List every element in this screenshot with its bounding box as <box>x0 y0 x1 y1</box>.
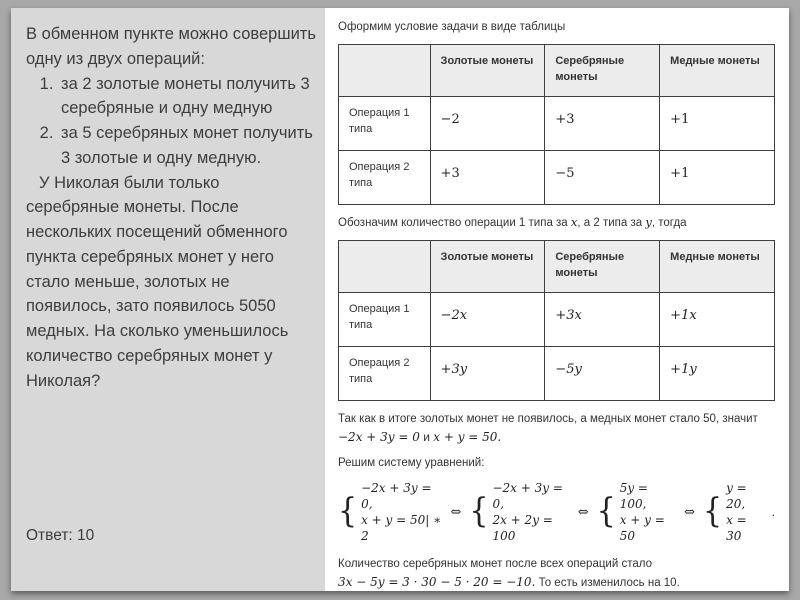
iff-arrow-icon: ⇔ <box>577 504 589 520</box>
equation-system-4 <box>703 480 764 545</box>
brace-icon: { <box>702 492 723 532</box>
answer-text: Ответ: 10 <box>26 526 95 544</box>
caption2-text: , тогда <box>651 216 687 229</box>
table-row <box>339 292 775 346</box>
caption2-text: , а 2 типа за <box>577 216 646 229</box>
problem-text: У Николая были только серебряные монеты. После нескольких посещений обменного пункта серебряных монет у него стало меньше, золотых не появилось, зато появилось 5050 медных. На сколько уменьшилось количество серебряных монет у Николая? <box>26 173 289 390</box>
solution-panel <box>325 8 789 591</box>
variables-table <box>338 240 775 401</box>
problem-panel <box>11 8 325 591</box>
cell-value: +3 <box>430 150 545 204</box>
final-note: То есть изменилось на 10. <box>535 576 680 589</box>
col-header-copper: Медные монеты <box>660 44 775 96</box>
row-label: Операция 2 типа <box>339 346 431 400</box>
cell-value: −2x <box>430 292 545 346</box>
cell-value: −5y <box>545 346 660 400</box>
caption2-text: Обозначим количество операции 1 типа за <box>338 216 571 229</box>
table-header-row <box>339 240 775 292</box>
conclusion-paragraph <box>338 411 775 446</box>
system-eq-bottom: x + y = 50| ∗ 2 <box>361 513 442 544</box>
problem-intro: В обменном пункте можно совершить одну из двух операций: <box>26 25 316 68</box>
operation-item-1: 1. за 2 золотые монеты получить 3 серебряные и одну медную <box>58 72 317 122</box>
system-eq-bottom: x + y = 50 <box>619 513 665 544</box>
var-x: x <box>570 214 578 229</box>
conditions-table <box>338 44 775 205</box>
final-equation: 3x − 5y = 3 · 30 − 5 · 20 = −10. <box>338 574 536 589</box>
equation-system-2 <box>469 480 569 545</box>
brace-icon: { <box>469 492 489 532</box>
final-answer-block <box>338 556 775 591</box>
equation-1: −2x + 3y = 0 <box>338 429 420 444</box>
equation-2: x + y = 50. <box>433 429 502 444</box>
system-eq-top: −2x + 3y = 0, <box>361 480 432 512</box>
row-label: Операция 1 типа <box>339 292 431 346</box>
system-eq-top: −2x + 3y = 0, <box>492 480 563 512</box>
conclusion-equations <box>338 429 775 446</box>
cell-value: −5 <box>545 150 660 204</box>
table-header-row <box>339 44 775 96</box>
table-row <box>339 150 775 204</box>
cell-value: +1 <box>660 96 775 150</box>
col-header-gold: Золотые монеты <box>430 44 545 96</box>
col-header-silver: Серебряные монеты <box>545 44 660 96</box>
operation-item-2: 2. за 5 серебряных монет получить 3 золотые и одну медную. <box>58 121 317 171</box>
brace-icon: { <box>338 492 358 532</box>
table-corner-cell <box>339 44 431 96</box>
system-eq-bottom: 2x + 2y = 100 <box>492 513 553 544</box>
table-row <box>339 96 775 150</box>
equation-system-3 <box>597 480 676 545</box>
row-label: Операция 2 типа <box>339 150 431 204</box>
col-header-silver: Серебряные монеты <box>545 240 660 292</box>
conclusion-text: Так как в итоге золотых монет не появилось, а медных монет стало 50, значит <box>338 412 758 425</box>
cell-value: +1 <box>660 150 775 204</box>
operations-list <box>26 72 317 171</box>
var-y: y <box>645 214 652 229</box>
cell-value: +1y <box>660 346 775 400</box>
equation-system-1 <box>338 480 442 545</box>
cell-value: +3x <box>545 292 660 346</box>
solution-caption-2 <box>338 215 775 231</box>
solution-caption-1: Оформим условие задачи в виде таблицы <box>338 21 566 33</box>
brace-icon: { <box>596 492 616 532</box>
iff-arrow-icon: ⇔ <box>684 504 695 520</box>
equation-systems-row <box>338 480 775 545</box>
iff-arrow-icon: ⇔ <box>450 504 462 520</box>
cell-value: +3 <box>545 96 660 150</box>
table-corner-cell <box>339 240 431 292</box>
col-header-copper: Медные монеты <box>660 240 775 292</box>
system-eq-bottom: x = 30 <box>726 513 747 544</box>
row-label: Операция 1 типа <box>339 96 431 150</box>
system-eq-top: 5y = 100, <box>619 480 648 512</box>
sentence-period: . <box>771 505 775 520</box>
cell-value: +3y <box>430 346 545 400</box>
conjunction: и <box>419 429 434 444</box>
presentation-slide <box>11 8 789 591</box>
col-header-gold: Золотые монеты <box>430 240 545 292</box>
cell-value: +1x <box>660 292 775 346</box>
system-eq-top: y = 20, <box>726 480 747 512</box>
cell-value: −2 <box>430 96 545 150</box>
solution-caption-3: Решим систему уравнений: <box>338 456 485 469</box>
final-equation-line <box>338 573 775 591</box>
final-text-line: Количество серебряных монет после всех операций стало <box>338 557 652 570</box>
table-row <box>339 346 775 400</box>
